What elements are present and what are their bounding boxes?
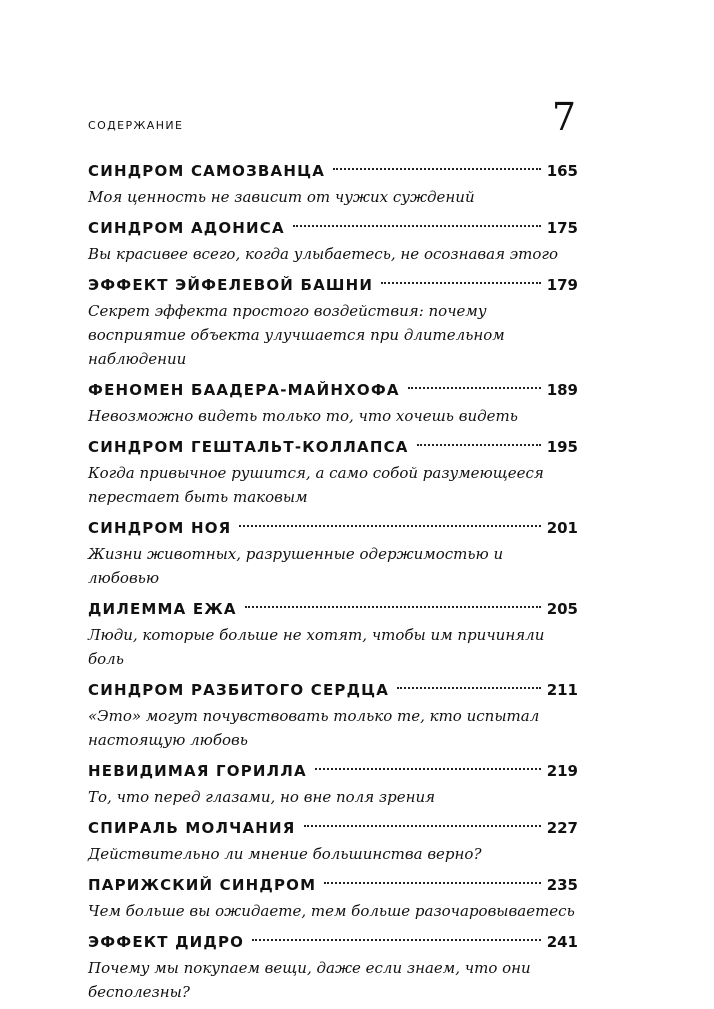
toc-entry-title: СИНДРОМ ГЕШТАЛЬТ-КОЛЛАПСА [88, 438, 409, 456]
toc-entry-page: 189 [546, 381, 578, 399]
dot-leader [293, 225, 541, 227]
toc-entry-title-row [88, 676, 578, 704]
toc-entry-title-row [88, 214, 578, 242]
toc-entry-page: 219 [546, 762, 578, 780]
toc-entry-title: СИНДРОМ САМОЗВАНЦА [88, 162, 326, 180]
toc-entry-title: ФЕНОМЕН БААДЕРА-МАЙНХОФА [88, 381, 400, 399]
dot-leader [324, 882, 540, 884]
running-head: СОДЕРЖАНИЕ [88, 119, 184, 132]
toc-entry-title: ДИЛЕММА ЕЖА [88, 600, 237, 618]
toc-entry [88, 376, 578, 428]
dot-leader [239, 525, 540, 527]
toc-entry [88, 214, 578, 266]
toc-entry-subtitle: То, что перед глазами, но вне поля зрения [88, 788, 436, 806]
toc-entry-title: СИНДРОМ НОЯ [88, 519, 232, 537]
toc-entry-title: СПИРАЛЬ МОЛЧАНИЯ [88, 819, 296, 837]
toc-entry-title-row [88, 271, 578, 299]
toc-entry [88, 757, 578, 809]
dot-leader [333, 168, 541, 170]
toc-entry-subtitle: Чем больше вы ожидаете, тем больше разочаровываетесь [88, 902, 575, 920]
toc-entry-title: ЭФФЕКТ ЭЙФЕЛЕВОЙ БАШНИ [88, 276, 374, 294]
toc-entry-page: 175 [546, 219, 578, 237]
toc-entry-title-row [88, 814, 578, 842]
toc-entry-title: ЭФФЕКТ ДИДРО [88, 933, 245, 951]
dot-leader [315, 768, 541, 770]
toc-entry [88, 157, 578, 209]
dot-leader [252, 939, 541, 941]
toc-entry-subtitle: Когда привычное рушится, а само собой разумеющееся перестает быть таковым [88, 464, 544, 506]
toc-entry-title: ПАРИЖСКИЙ СИНДРОМ [88, 876, 317, 894]
toc-entry-subtitle: Действительно ли мнение большинства верно? [88, 845, 482, 863]
toc-entry [88, 433, 578, 509]
dot-leader [304, 825, 541, 827]
toc-entry-title-row [88, 928, 578, 956]
toc-entry-page: 179 [546, 276, 578, 294]
toc-entry-title-row [88, 871, 578, 899]
toc-entry [88, 871, 578, 923]
toc-entry [88, 271, 578, 371]
toc-entry-title: НЕВИДИМАЯ ГОРИЛЛА [88, 762, 307, 780]
toc-entry-title-row [88, 514, 578, 542]
toc-entry [88, 928, 578, 1004]
table-of-contents [88, 157, 578, 1009]
toc-entry-subtitle: Моя ценность не зависит от чужих суждений [88, 188, 475, 206]
toc-entry [88, 814, 578, 866]
toc-entry [88, 595, 578, 671]
toc-entry-page: 241 [546, 933, 578, 951]
toc-entry-title-row [88, 157, 578, 185]
toc-entry-subtitle: Почему мы покупаем вещи, даже если знаем, что они бесполезны? [88, 959, 531, 1001]
toc-entry [88, 676, 578, 752]
toc-entry-title-row [88, 757, 578, 785]
dot-leader [245, 606, 541, 608]
toc-entry-subtitle: Вы красивее всего, когда улыбаетесь, не осознавая этого [88, 245, 559, 263]
toc-entry-page: 235 [546, 876, 578, 894]
toc-entry-subtitle: Люди, которые больше не хотят, чтобы им причиняли боль [88, 626, 545, 668]
toc-entry-subtitle: Жизни животных, разрушенные одержимостью и любовью [88, 545, 504, 587]
toc-entry-page: 211 [546, 681, 578, 699]
toc-entry [88, 514, 578, 590]
toc-entry-subtitle: Невозможно видеть только то, что хочешь видеть [88, 407, 518, 425]
toc-entry-title: СИНДРОМ РАЗБИТОГО СЕРДЦА [88, 681, 390, 699]
toc-entry-title-row [88, 595, 578, 623]
toc-entry-title-row [88, 376, 578, 404]
toc-entry-title: СИНДРОМ АДОНИСА [88, 219, 285, 237]
toc-entry-page: 201 [546, 519, 578, 537]
toc-entry-page: 165 [546, 162, 578, 180]
dot-leader [381, 282, 541, 284]
toc-entry-page: 195 [546, 438, 578, 456]
dot-leader [397, 687, 541, 689]
toc-entry-title-row [88, 433, 578, 461]
toc-entry-page: 227 [546, 819, 578, 837]
toc-entry-page: 205 [546, 600, 578, 618]
page-number: 7 [551, 95, 576, 139]
toc-entry-subtitle: Секрет эффекта простого воздействия: почему восприятие объекта улучшается при длительном наблюдении [88, 302, 505, 368]
dot-leader [417, 444, 541, 446]
toc-entry-subtitle: «Это» могут почувствовать только те, кто испытал настоящую любовь [88, 707, 540, 749]
dot-leader [408, 387, 541, 389]
